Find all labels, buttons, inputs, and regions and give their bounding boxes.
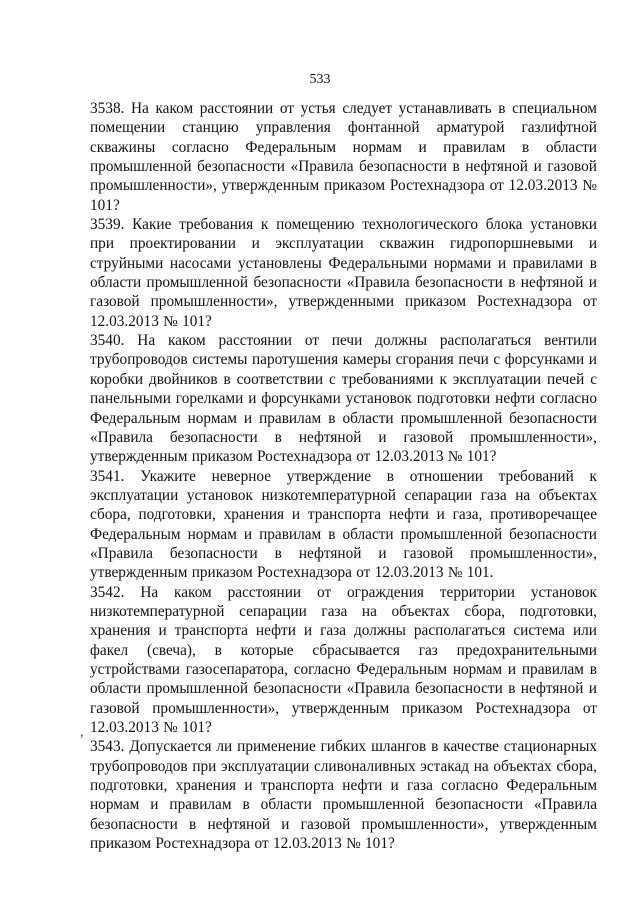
questions-list (90, 99, 597, 853)
margin-mark-icon: , (80, 725, 84, 740)
question-3542: 3542. На каком расстоянии от ограждения территории установок низкотемпературной сепарации газа на объектах сбора, подготовки, хранения и транспорта нефти и газа должны располагаться система или факел (свеча), в которые сбрасывается газ предохранительными устройствами газосепаратора, согласно Федеральным нормам и правилам в области промышленной безопасности «Правила безопасности в нефтяной и газовой промышленности», утвержденным приказом Ростехнадзора от 12.03.2013 № 101? (90, 583, 597, 736)
question-3539: 3539. Какие требования к помещению технологического блока установки при проектировании и эксплуатации скважин гидропоршневыми и струйными насосами установлены Федеральными нормами и правилами в области промышленной безопасности «Правила безопасности в нефтяной и газовой промышленности», утвержденными приказом Ростехнадзора от 12.03.2013 № 101? (90, 216, 597, 330)
question-3540: 3540. На каком расстоянии от печи должны располагаться вентили трубопроводов системы паротушения камеры сгорания печи с форсунками и коробки двойников в соответствии с требованиями к эксплуатации печей с панельными горелками и форсунками установок подготовки нефти согласно Федеральным нормам и правилам в области промышленной безопасности «Правила безопасности в нефтяной и газовой промышленности», утвержденным приказом Ростехнадзора от 12.03.2013 № 101? (90, 332, 597, 466)
question-3541: 3541. Укажите неверное утверждение в отношении требований к эксплуатации установок низкотемпературной сепарации газа на объектах сбора, подготовки, хранения и транспорта нефти и газа, противоречащее Федеральным нормам и правилам в области промышленной безопасности «Правила безопасности в нефтяной и газовой промышленности», утвержденным приказом Ростехнадзора от 12.03.2013 № 101. (90, 467, 597, 582)
page-number: 533 (309, 72, 331, 87)
question-3538: 3538. На каком расстоянии от устья следует устанавливать в специальном помещении станцию управления фонтанной арматурой газлифтной скважины согласно Федеральным нормам и правилам в области промышленной безопасности «Правила безопасности в нефтяной и газовой промышленности», утвержденным приказом Ростехнадзора от 12.03.2013 № 101? (90, 100, 597, 214)
question-3543: 3543. Допускается ли применение гибких шлангов в качестве стационарных трубопроводов при эксплуатации сливоналивных эстакад на объектах сбора, подготовки, хранения и транспорта нефти и газа согласно Федеральным нормам и правилам в области промышленной безопасности «Правила безопасности в нефтяной и газовой промышленности», утвержденным приказом Ростехнадзора от 12.03.2013 № 101? (90, 738, 597, 853)
